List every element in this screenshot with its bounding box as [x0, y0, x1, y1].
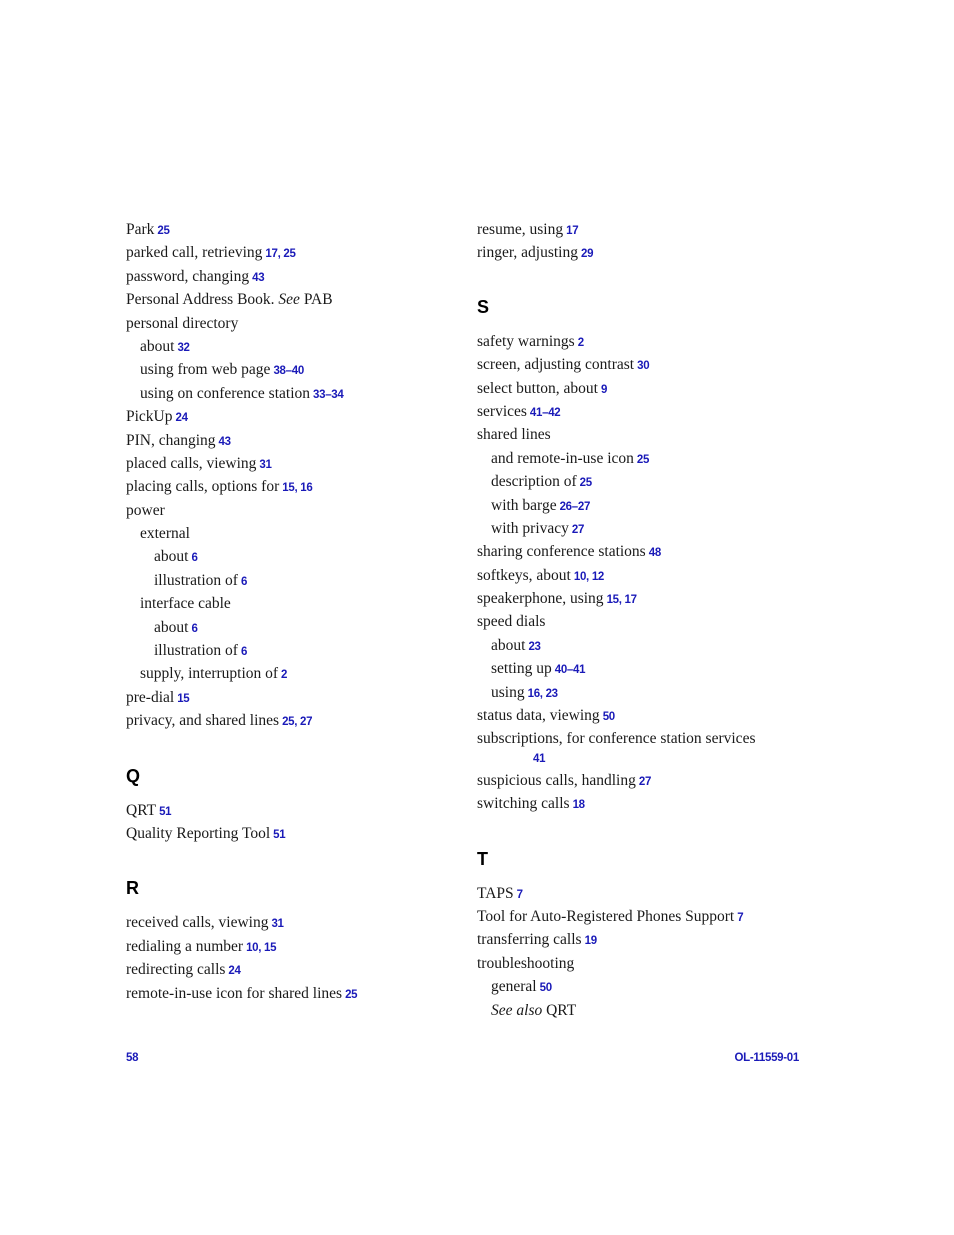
page-reference-link[interactable]: 6 [191, 552, 198, 565]
index-term: speakerphone, using [477, 590, 604, 608]
index-entry-quality-reporting-tool [126, 822, 466, 845]
index-entry-redirecting-calls [126, 958, 466, 981]
index-term: general [491, 978, 537, 996]
index-term: with barge [491, 496, 557, 514]
index-entry-qrt [126, 799, 466, 822]
index-term: using on conference station [140, 384, 311, 402]
page-reference-link[interactable]: 51 [159, 805, 172, 818]
page-reference-link[interactable]: 25, 27 [282, 716, 313, 729]
index-entry-using-on-conference-station [126, 382, 466, 405]
page-reference-link[interactable]: 19 [584, 935, 597, 948]
index-entry-placing-calls-options-for [126, 475, 466, 498]
index-entry-qrt [477, 999, 807, 1022]
index-entry-about [126, 335, 466, 358]
page-reference-link[interactable]: 25 [636, 453, 650, 466]
section-letter-r: R [126, 878, 139, 899]
index-column-left [126, 218, 466, 1005]
index-entry-with-privacy [477, 517, 807, 540]
index-entry-using-from-web-page [126, 358, 466, 381]
index-entry-about [126, 545, 466, 568]
index-term: Quality Reporting Tool [126, 824, 271, 842]
page-reference-link[interactable]: 48 [648, 547, 661, 560]
index-entry-illustration-of [126, 569, 466, 592]
index-term: sharing conference stations [477, 543, 646, 561]
index-entry-transferring-calls [477, 928, 807, 951]
index-term: about [154, 548, 189, 566]
page-reference-link[interactable]: 43 [218, 435, 231, 448]
index-entry-troubleshooting [477, 952, 807, 975]
index-term: ringer, adjusting [477, 244, 578, 262]
index-term: QRT [126, 801, 157, 819]
index-entry-parked-call-retrieving [126, 241, 466, 264]
index-term: using from web page [140, 361, 271, 379]
index-term: about [154, 618, 189, 636]
index-term: screen, adjusting contrast [477, 356, 635, 374]
page-reference-link[interactable]: 7 [737, 912, 744, 924]
index-entry-safety-warnings [477, 330, 807, 353]
index-entry-speed-dials [477, 610, 807, 633]
index-entry-about [126, 616, 466, 639]
see-reference-target: PAB [303, 291, 333, 309]
index-term: privacy, and shared lines [126, 712, 280, 730]
index-entry-services [477, 400, 807, 423]
page-reference-link[interactable]: 23 [528, 640, 541, 653]
page-reference-link[interactable]: 15, 16 [282, 482, 313, 495]
index-entry-personal-address-book [126, 288, 466, 311]
index-term: redialing a number [126, 937, 244, 955]
index-term: TAPS [477, 884, 514, 902]
page-reference-link[interactable]: 15, 17 [606, 594, 637, 607]
page-reference-link[interactable]: 41–42 [529, 406, 561, 419]
page-reference-link[interactable]: 7 [516, 888, 523, 901]
index-entry-personal-directory [126, 312, 466, 335]
page-reference-link[interactable]: 32 [177, 341, 190, 354]
index-entry-external [126, 522, 466, 545]
index-entry-general [477, 975, 807, 998]
page-reference-link[interactable]: 31 [271, 918, 284, 931]
section-letter-s: S [477, 296, 490, 317]
page-reference-link[interactable]: 27 [571, 523, 585, 536]
index-term: PickUp [126, 408, 173, 426]
page-number: 58 [126, 1052, 139, 1064]
page-reference-link[interactable]: 6 [240, 646, 248, 659]
page-reference-link[interactable]: 43 [252, 271, 265, 284]
section-letter-q: Q [126, 765, 141, 786]
index-term: external [140, 525, 190, 543]
index-entry-redialing-a-number [126, 935, 466, 958]
index-entry-softkeys-about [477, 564, 807, 587]
see-reference-label: See [278, 291, 300, 309]
index-entry-description-of [477, 470, 807, 493]
index-entry-and-remote-in-use-icon [477, 447, 807, 470]
page-reference-link[interactable]: 27 [638, 775, 652, 788]
page-reference-link[interactable]: 2 [577, 336, 584, 349]
page-reference-link[interactable]: 30 [637, 360, 650, 373]
index-term: using [491, 683, 525, 701]
index-term: parked call, retrieving [126, 244, 263, 262]
document-number: OL-11559-01 [734, 1052, 799, 1064]
index-term: safety warnings [477, 332, 575, 350]
index-term: subscriptions, for conference station services [477, 730, 756, 748]
index-entry-supply-interruption-of [126, 662, 466, 685]
page-reference-link[interactable]: 10, 12 [573, 570, 605, 583]
page-reference-link[interactable]: 2 [281, 669, 288, 682]
index-term: pre-dial [126, 688, 175, 706]
index-entry-shared-lines [477, 423, 807, 446]
index-entry-power [126, 499, 466, 522]
index-entry-tool-for-auto-registered-phones-support [477, 905, 807, 928]
index-term: shared lines [477, 426, 551, 444]
page-reference-link[interactable]: 40–41 [554, 664, 586, 677]
section-letter-t: T [477, 848, 488, 869]
index-entry-about [477, 634, 807, 657]
page-reference-link[interactable]: 25 [579, 477, 592, 490]
index-entry-suspicious-calls-handling [477, 769, 807, 792]
index-term: speed dials [477, 613, 546, 631]
index-entry-ringer-adjusting [477, 241, 807, 264]
index-column-right [477, 218, 807, 1022]
index-entry-subscriptions-for-conference-station-services [477, 727, 807, 766]
index-term: illustration of [154, 571, 238, 589]
index-term: setting up [491, 660, 552, 678]
index-entry-with-barge [477, 494, 807, 517]
index-term: interface cable [140, 595, 231, 613]
index-term: troubleshooting [477, 954, 575, 972]
page-reference-link[interactable]: 6 [191, 622, 198, 635]
index-term: password, changing [126, 267, 250, 285]
index-term: PIN, changing [126, 431, 216, 449]
index-term: about [140, 337, 175, 355]
index-entry-using [477, 681, 807, 704]
page-reference-link[interactable]: 50 [539, 982, 552, 995]
page-reference-link[interactable]: 50 [602, 711, 615, 724]
index-term: power [126, 501, 165, 519]
page-reference-link[interactable]: 26–27 [559, 500, 591, 513]
page-reference-link[interactable]: 24 [228, 965, 241, 978]
index-entry-taps [477, 882, 807, 905]
page-reference-link[interactable]: 24 [175, 412, 188, 425]
index-entry-switching-calls [477, 792, 807, 815]
index-term: description of [491, 473, 577, 491]
page-reference-link[interactable]: 51 [273, 828, 286, 841]
index-entry-password-changing [126, 265, 466, 288]
page-reference-link[interactable]: 25 [345, 988, 358, 1001]
index-entry-placed-calls-viewing [126, 452, 466, 475]
index-term: switching calls [477, 795, 570, 813]
index-term: with privacy [491, 519, 569, 537]
page-reference-link[interactable]: 41 [533, 752, 546, 765]
see-reference-target: QRT [546, 1001, 577, 1019]
index-entry-pickup [126, 405, 466, 428]
index-term: softkeys, about [477, 566, 571, 584]
page-reference-link[interactable]: 6 [240, 575, 248, 588]
index-entry-received-calls-viewing [126, 911, 466, 934]
page-reference-link[interactable]: 18 [572, 799, 585, 812]
page-reference-link[interactable]: 29 [580, 248, 594, 261]
index-entry-status-data-viewing [477, 704, 807, 727]
index-term: services [477, 402, 527, 420]
index-term: Tool for Auto-Registered Phones Support [477, 908, 735, 925]
index-entry-resume-using [477, 218, 807, 241]
page-reference-link[interactable]: 25 [157, 225, 170, 237]
index-entry-screen-adjusting-contrast [477, 353, 807, 376]
page-reference-link[interactable]: 38–40 [273, 365, 304, 378]
index-entry-remote-in-use-icon-for-shared-lines [126, 982, 466, 1005]
page-reference-link[interactable]: 17 [566, 225, 579, 237]
page-reference-link[interactable]: 15 [177, 692, 190, 705]
index-term: illustration of [154, 642, 238, 660]
index-term: redirecting calls [126, 961, 226, 979]
page-reference-link[interactable]: 9 [600, 383, 608, 396]
index-entry-privacy-and-shared-lines [126, 709, 466, 732]
index-term: received calls, viewing [126, 914, 269, 932]
index-entry-park [126, 218, 466, 241]
page-reference-link[interactable]: 10, 15 [246, 941, 277, 954]
index-term: resume, using [477, 221, 564, 238]
index-term: suspicious calls, handling [477, 771, 636, 789]
index-entry-select-button-about [477, 377, 807, 400]
index-entry-pre-dial [126, 686, 466, 709]
page-reference-link[interactable]: 31 [259, 458, 272, 471]
index-entry-interface-cable [126, 592, 466, 615]
index-term: placing calls, options for [126, 478, 280, 496]
index-term: about [491, 636, 526, 654]
index-entry-setting-up [477, 657, 807, 680]
index-term: status data, viewing [477, 707, 600, 725]
index-entry-speakerphone-using [477, 587, 807, 610]
index-term: personal directory [126, 314, 239, 332]
index-entry-pin-changing [126, 429, 466, 452]
index-term: and remote-in-use icon [491, 449, 634, 467]
index-entry-illustration-of [126, 639, 466, 662]
page-reference-link[interactable]: 17, 25 [265, 248, 296, 261]
page-reference-link[interactable]: 16, 23 [527, 687, 558, 700]
index-term: transferring calls [477, 931, 582, 949]
index-entry-sharing-conference-stations [477, 540, 807, 563]
index-term: supply, interruption of [140, 665, 279, 683]
page-reference-link[interactable]: 33–34 [313, 388, 344, 401]
index-term: Park [126, 221, 155, 238]
index-term: remote-in-use icon for shared lines [126, 984, 343, 1002]
index-term: placed calls, viewing [126, 454, 257, 472]
see-reference-label: See also [491, 1001, 543, 1019]
index-term: Personal Address Book. [126, 291, 275, 309]
index-term: select button, about [477, 379, 598, 397]
